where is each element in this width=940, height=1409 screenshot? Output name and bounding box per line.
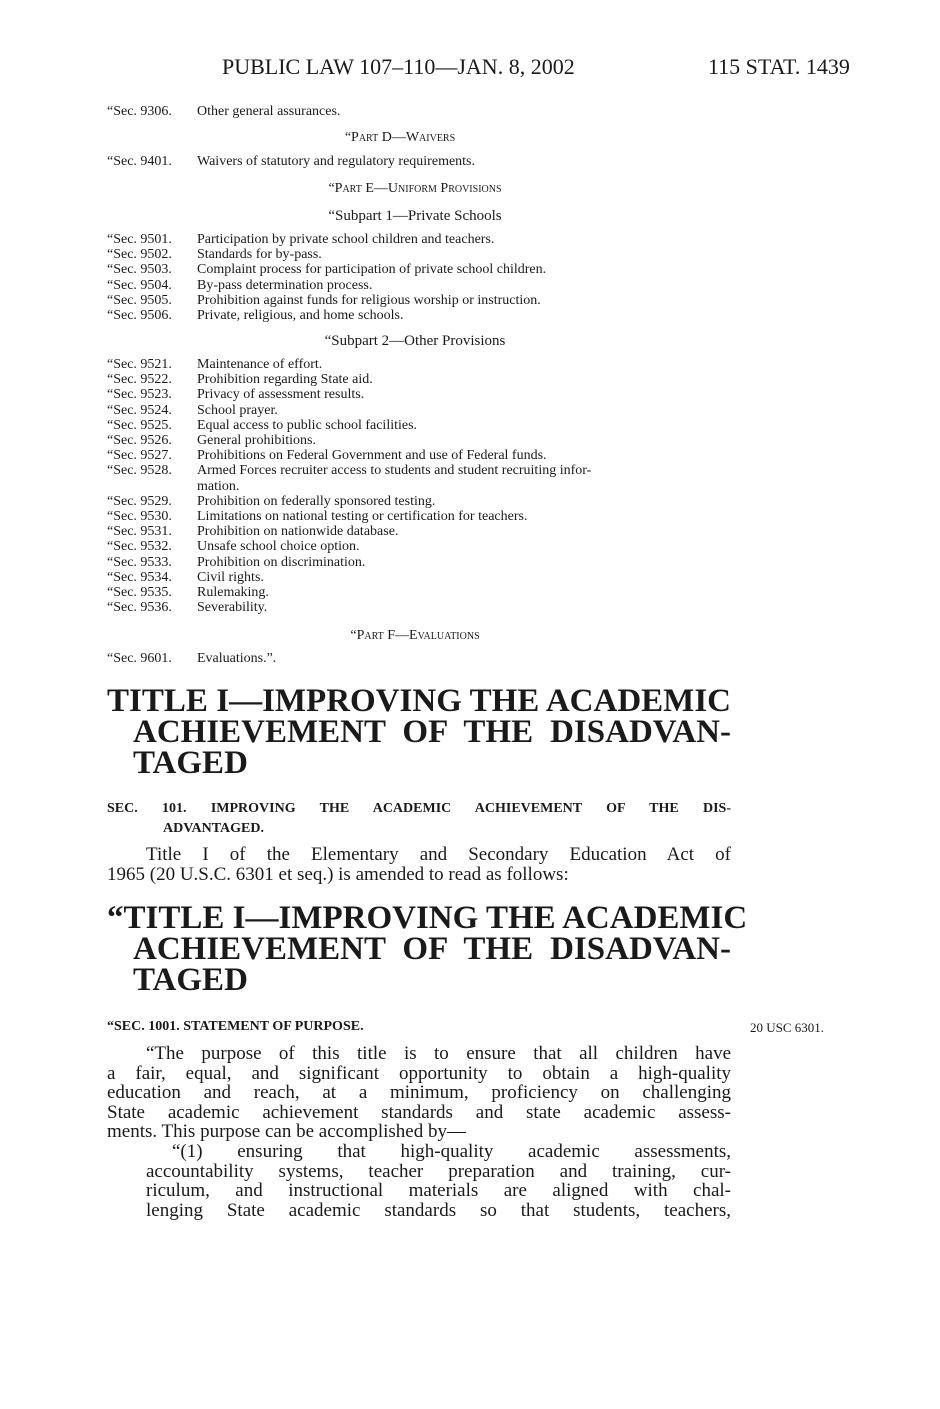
paragraph-line: Title I of the Elementary and Secondary Education Act of — [146, 844, 731, 865]
list-item — [107, 357, 591, 372]
paragraph-line: lenging State academic standards so that students, teachers, — [146, 1199, 731, 1221]
list-item — [107, 555, 591, 570]
toc-sec-number: “Sec. 9531. — [107, 524, 172, 540]
amended-title-heading-line-2: ACHIEVEMENT OF THE DISADVAN- — [133, 931, 731, 967]
toc-sec-text: Prohibition on nationwide database. — [197, 524, 399, 540]
toc-sec-text: General prohibitions. — [197, 433, 316, 449]
paragraph-line: “(1) ensuring that high-quality academic assessments, — [172, 1141, 731, 1162]
part-f-heading: “Part F—Evaluations — [350, 628, 480, 643]
toc-sec-number: “Sec. 9505. — [107, 292, 172, 308]
toc-sec-text: Waivers of statutory and regulatory requirements. — [197, 154, 476, 169]
toc-sec-text: Complaint process for participation of private school children. — [197, 262, 547, 278]
toc-sec-number: “Sec. 9529. — [107, 493, 172, 509]
running-header-stat: 115 STAT. 1439 — [708, 54, 850, 79]
toc-sec-text: Prohibitions on Federal Government and use of Federal funds. — [197, 448, 547, 464]
toc-sec-number: “Sec. 9601. — [107, 651, 172, 666]
toc-sec-number: “Sec. 9506. — [107, 308, 172, 324]
sec-1001-item-1 — [146, 1142, 731, 1220]
list-item — [107, 570, 591, 585]
list-item — [107, 247, 546, 262]
running-header-title: PUBLIC LAW 107–110—JAN. 8, 2002 — [222, 54, 575, 79]
paragraph-line: education and reach, at a minimum, proficiency on challenging — [107, 1082, 731, 1103]
toc-sec-text: Prohibition against funds for religious worship or instruction. — [197, 292, 541, 308]
title-heading-line-3: TAGED — [133, 745, 248, 781]
toc-sec-9401 — [107, 154, 475, 169]
toc-sec-number: “Sec. 9527. — [107, 448, 172, 464]
toc-sec-text: Rulemaking. — [197, 585, 269, 601]
subpart-2-heading: “Subpart 2—Other Provisions — [324, 333, 506, 349]
toc-sec-number: “Sec. 9501. — [107, 232, 172, 247]
amended-title-heading-line-1: “TITLE I—IMPROVING THE ACADEMIC — [107, 900, 748, 936]
toc-sec-number: “Sec. 9530. — [107, 509, 172, 525]
toc-sec-text: Severability. — [197, 600, 268, 616]
toc-sec-text: Limitations on national testing or certification for teachers. — [197, 509, 528, 525]
toc-sec-text: Equal access to public school facilities. — [197, 417, 418, 433]
list-item — [107, 585, 591, 600]
sec-1001-purpose-paragraph — [107, 1044, 731, 1142]
sec-1001-heading: “SEC. 1001. STATEMENT OF PURPOSE. — [107, 1019, 364, 1034]
toc-sec-9306 — [107, 104, 340, 119]
toc-sec-number: “Sec. 9504. — [107, 277, 172, 293]
list-item — [107, 387, 591, 402]
toc-sec-text: By-pass determination process. — [197, 277, 373, 293]
toc-sec-text: Participation by private school children and teachers. — [197, 232, 495, 247]
paragraph-line: State academic achievement standards and state academic assess- — [107, 1101, 731, 1123]
sec-101-heading-line-1: SEC. 101. IMPROVING THE ACADEMIC ACHIEVEMENT OF THE DIS- — [107, 801, 731, 816]
paragraph-line: accountability systems, teacher preparation and training, cur- — [146, 1160, 731, 1182]
toc-sec-text: Standards for by-pass. — [197, 247, 322, 263]
toc-sec-9601 — [107, 651, 276, 666]
list-item — [107, 403, 591, 418]
toc-sec-number: “Sec. 9533. — [107, 554, 172, 570]
toc-sec-number: “Sec. 9523. — [107, 387, 172, 403]
list-item — [107, 539, 591, 554]
title-heading-line-1: TITLE I—IMPROVING THE ACADEMIC — [107, 683, 731, 719]
toc-sec-number: “Sec. 9401. — [107, 154, 172, 169]
toc-sec-number: “Sec. 9503. — [107, 262, 172, 278]
toc-sec-number: “Sec. 9526. — [107, 433, 172, 449]
paragraph-line: a fair, equal, and significant opportunity to obtain a high-quality — [107, 1062, 731, 1084]
paragraph-line: “The purpose of this title is to ensure that all children have — [146, 1043, 731, 1064]
paragraph-line: 1965 (20 U.S.C. 6301 et seq.) is amended to read as follows: — [107, 863, 569, 885]
toc-sec-text: Prohibition on federally sponsored testing. — [197, 493, 436, 509]
list-item — [107, 448, 591, 463]
toc-sec-number: “Sec. 9535. — [107, 585, 172, 601]
part-d-heading: “Part D—Waivers — [344, 130, 456, 145]
list-item — [107, 262, 546, 277]
list-item — [107, 494, 591, 509]
list-item — [107, 372, 591, 387]
sec-101-paragraph — [107, 845, 731, 884]
toc-sec-text: Evaluations.”. — [197, 651, 277, 666]
paragraph-line: ments. This purpose can be accomplished by— — [107, 1121, 466, 1142]
list-item — [107, 232, 546, 247]
toc-sec-text: Prohibition on discrimination. — [197, 554, 366, 570]
toc-subpart-2-list — [107, 357, 591, 615]
amended-title-heading-line-3: TAGED — [133, 962, 248, 998]
list-item — [107, 524, 591, 539]
toc-sec-text: Unsafe school choice option. — [197, 539, 360, 555]
toc-sec-text: Privacy of assessment results. — [197, 387, 365, 403]
list-item — [107, 509, 591, 524]
paragraph-line: riculum, and instructional materials are aligned with chal- — [146, 1180, 731, 1201]
list-item — [107, 293, 546, 308]
list-item — [107, 278, 546, 293]
toc-sec-text: Private, religious, and home schools. — [197, 308, 404, 324]
title-heading-line-2: ACHIEVEMENT OF THE DISADVAN- — [133, 714, 731, 750]
toc-sec-text: Other general assurances. — [197, 104, 341, 119]
margin-note-usc: 20 USC 6301. — [750, 1020, 825, 1035]
toc-sec-text-continuation: mation. — [197, 478, 240, 494]
toc-subpart-1-list — [107, 232, 546, 323]
sec-101-heading-line-2: ADVANTAGED. — [163, 821, 264, 836]
toc-sec-number: “Sec. 9521. — [107, 357, 172, 372]
toc-sec-number: “Sec. 9528. — [107, 463, 172, 479]
toc-sec-text: Armed Forces recruiter access to students and student recruiting infor- — [197, 463, 592, 479]
list-item — [107, 433, 591, 448]
toc-sec-number: “Sec. 9534. — [107, 569, 172, 585]
list-item — [107, 418, 591, 433]
toc-sec-number: “Sec. 9524. — [107, 402, 172, 418]
toc-sec-number: “Sec. 9306. — [107, 104, 172, 119]
toc-sec-text: Prohibition regarding State aid. — [197, 372, 373, 388]
toc-sec-number: “Sec. 9532. — [107, 539, 172, 555]
subpart-1-heading: “Subpart 1—Private Schools — [328, 208, 502, 224]
toc-sec-text: Civil rights. — [197, 569, 264, 585]
toc-sec-number: “Sec. 9522. — [107, 372, 172, 388]
list-item — [107, 600, 591, 615]
toc-sec-text: School prayer. — [197, 402, 278, 418]
part-e-heading: “Part E—Uniform Provisions — [328, 181, 502, 196]
list-item — [107, 308, 546, 323]
list-item — [107, 463, 591, 478]
toc-sec-number: “Sec. 9525. — [107, 417, 172, 433]
toc-sec-number: “Sec. 9536. — [107, 600, 172, 616]
toc-sec-text: Maintenance of effort. — [197, 357, 323, 372]
toc-sec-number: “Sec. 9502. — [107, 247, 172, 263]
